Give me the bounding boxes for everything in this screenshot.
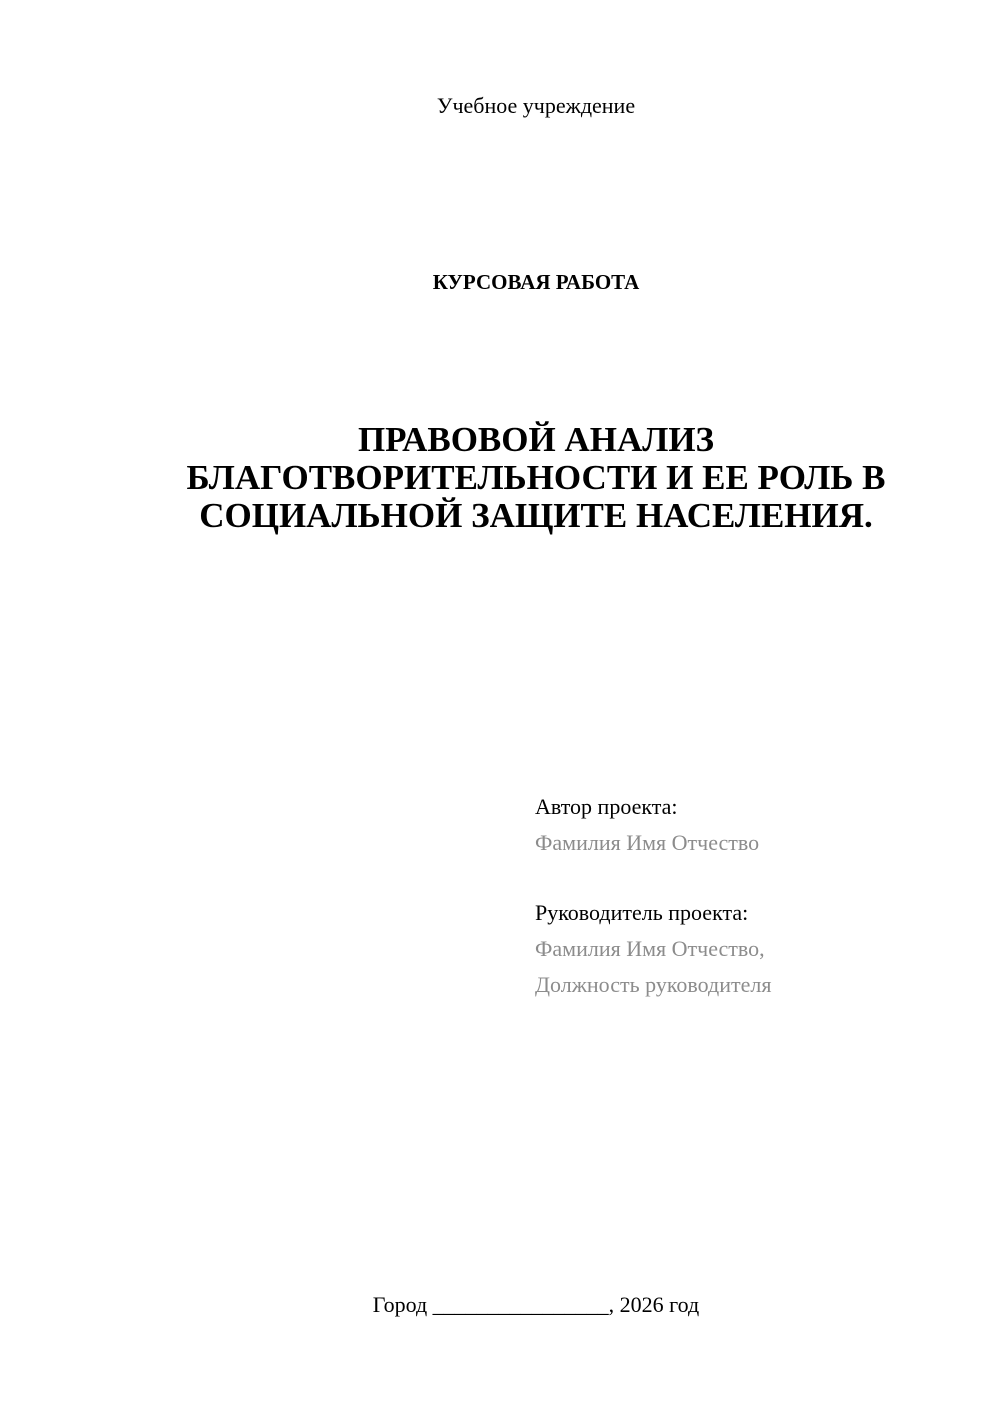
work-title-line-3: СОЦИАЛЬНОЙ ЗАЩИТЕ НАСЕЛЕНИЯ. <box>199 496 873 535</box>
project-info <box>535 789 975 1003</box>
work-title-line-2: БЛАГОТВОРИТЕЛЬНОСТИ И ЕЕ РОЛЬ В <box>186 458 886 497</box>
city-year-line: Город ________________, 2026 год <box>372 1292 700 1317</box>
work-title <box>120 421 952 535</box>
institution-name: Учебное учреждение <box>436 93 636 118</box>
work-type: КУРСОВАЯ РАБОТА <box>432 270 640 294</box>
supervisor-position: Должность руководителя <box>535 972 772 997</box>
supervisor-label: Руководитель проекта: <box>535 900 749 925</box>
author-name: Фамилия Имя Отчество <box>535 830 760 855</box>
info-spacer <box>535 861 975 895</box>
work-title-line-1: ПРАВОВОЙ АНАЛИЗ <box>357 420 715 459</box>
supervisor-name: Фамилия Имя Отчество, <box>535 936 765 961</box>
author-label: Автор проекта: <box>535 794 678 819</box>
